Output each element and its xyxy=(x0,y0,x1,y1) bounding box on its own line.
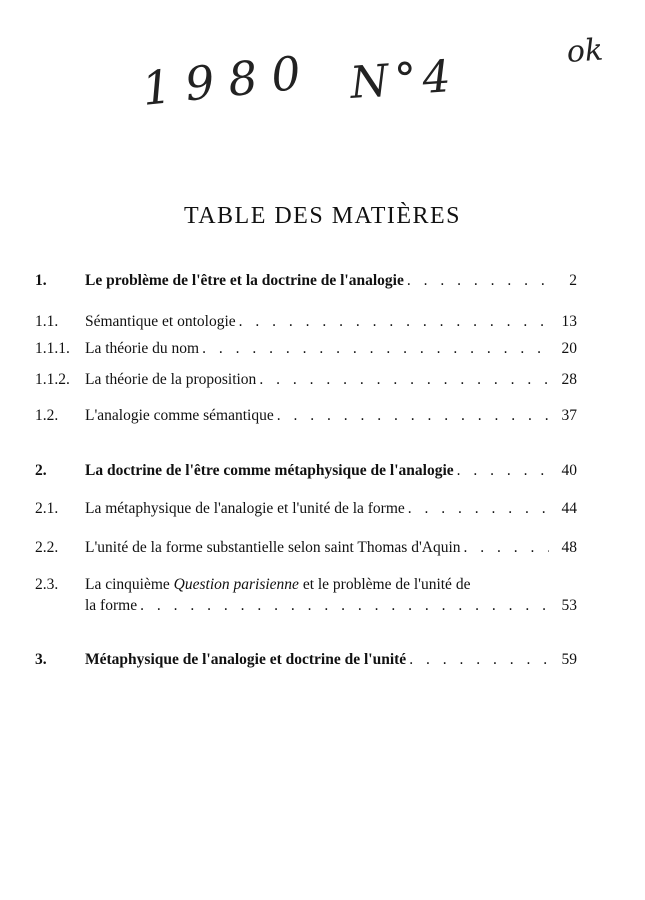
toc-entry-number: 1.2. xyxy=(35,407,59,424)
dot-leader xyxy=(407,271,549,290)
toc-entry-page: 20 xyxy=(561,340,577,357)
handwritten-number: N°4 xyxy=(348,50,459,109)
toc-entry-number: 1.1.2. xyxy=(35,371,70,388)
toc-entry-title: La théorie de la proposition xyxy=(85,371,257,388)
toc-entry-title-prefix: La cinquième xyxy=(85,576,174,593)
toc-entry-title-line2: la forme xyxy=(85,597,138,614)
page-title: TABLE DES MATIÈRES xyxy=(183,203,462,229)
toc-entry-page: 37 xyxy=(561,407,577,424)
toc-entry-number: 3. xyxy=(35,651,47,668)
toc-entry-number: 1.1.1. xyxy=(35,340,70,357)
toc-entry-title-suffix: et le problème de l'unité de xyxy=(298,576,471,593)
handwritten-ok-mark: ok xyxy=(565,32,605,70)
dot-leader xyxy=(202,339,549,358)
dot-leader xyxy=(140,596,549,615)
toc-entry-page: 59 xyxy=(561,651,577,668)
toc-entry-title-line1 xyxy=(85,575,577,594)
toc-entry-title: La doctrine de l'être comme métaphysique de l'analogie xyxy=(85,462,454,479)
toc-entry-title: Métaphysique de l'analogie et doctrine de l'unité xyxy=(85,651,407,668)
toc-entry-number: 1.1. xyxy=(35,313,59,330)
toc-entry-title: L'unité de la forme substantielle selon saint Thomas d'Aquin xyxy=(85,539,461,556)
toc-entry-page: 13 xyxy=(561,313,577,330)
toc-entry-title: L'analogie comme sémantique xyxy=(85,407,274,424)
toc-entry-number: 2. xyxy=(35,462,47,479)
toc-entry-number: 2.1. xyxy=(35,500,59,517)
dot-leader xyxy=(409,650,549,669)
dot-leader xyxy=(408,499,549,518)
toc-entry-title-italic: Question parisienne xyxy=(173,576,299,593)
dot-leader xyxy=(457,461,549,480)
handwritten-year: 1980 xyxy=(139,44,318,117)
toc-entry-title: Sémantique et ontologie xyxy=(85,313,236,330)
dot-leader xyxy=(277,406,549,425)
toc-entry-page: 53 xyxy=(561,597,577,614)
toc-entry-title: La théorie du nom xyxy=(85,340,200,357)
toc-entry-page: 48 xyxy=(561,539,577,556)
toc-entry-number: 1. xyxy=(35,272,47,289)
toc-entry-page: 44 xyxy=(561,500,577,517)
toc-entry-number: 2.2. xyxy=(35,539,59,556)
toc-entry-page: 28 xyxy=(561,371,577,388)
toc-entry-page: 40 xyxy=(561,462,577,479)
toc-entry-number: 2.3. xyxy=(35,576,59,593)
dot-leader xyxy=(239,312,549,331)
toc-entry-page: 2 xyxy=(569,272,577,289)
toc-entry-title: Le problème de l'être et la doctrine de l'analogie xyxy=(85,272,404,289)
dot-leader xyxy=(259,370,549,389)
toc-entry-title: La métaphysique de l'analogie et l'unité de la forme xyxy=(85,500,405,517)
dot-leader xyxy=(464,538,549,557)
